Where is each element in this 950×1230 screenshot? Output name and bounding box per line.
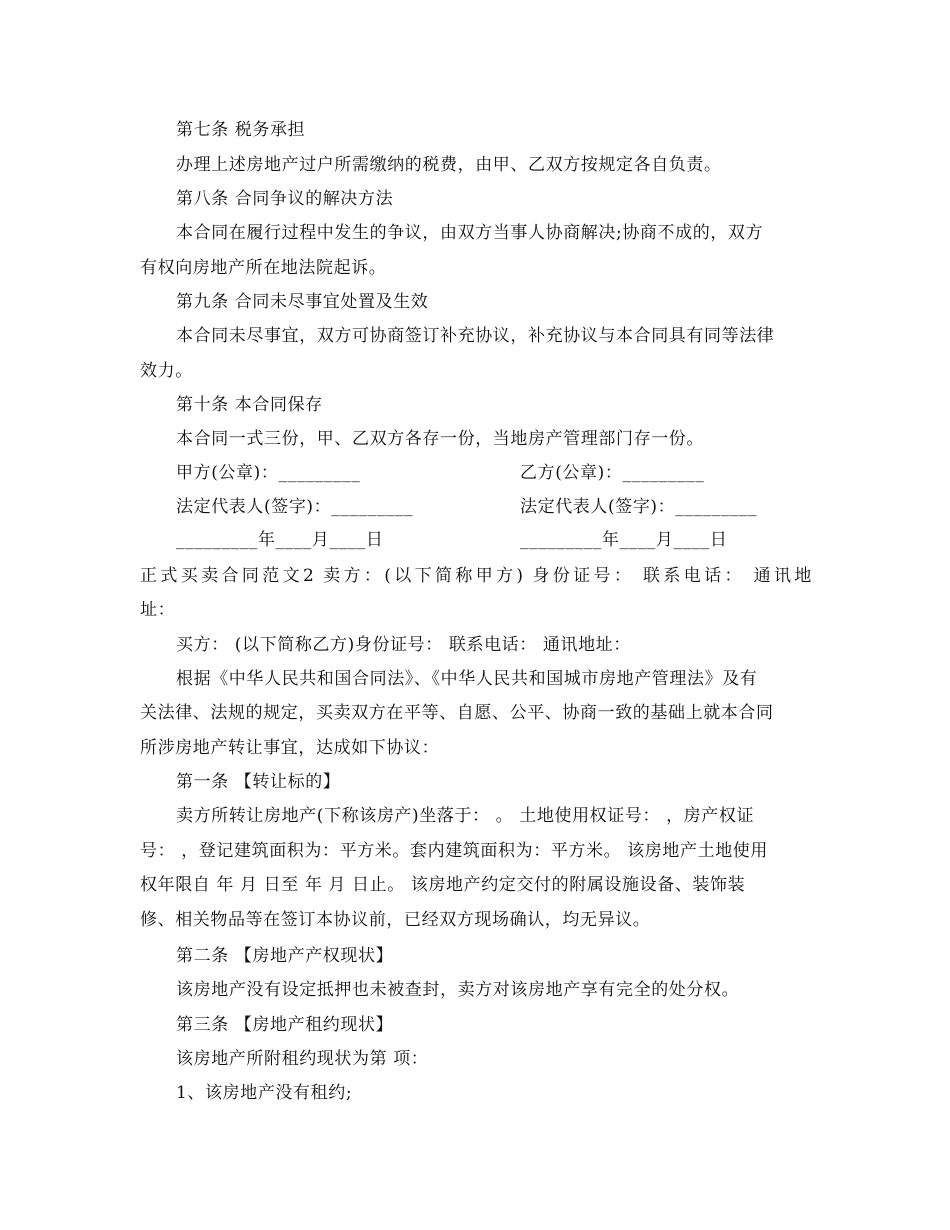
article-9-body-line-2: 效力。 [140, 361, 193, 381]
party-a-representative: 法定代表人(签字)：_________ [176, 497, 414, 517]
clause-2-body: 该房地产没有设定抵押也未被查封，卖方对该房地产享有完全的处分权。 [176, 980, 740, 1000]
article-8-heading: 第八条 合同争议的解决方法 [176, 189, 394, 209]
sample-2-seller-line-1: 正式买卖合同范文2 卖方：(以下简称甲方) 身份证号： 联系电话： 通讯地 [140, 566, 812, 586]
preamble-line-1: 根据《中华人民共和国合同法》、《中华人民共和国城市房地产管理法》及有 [176, 669, 758, 689]
clause-3-item-1: 1、该房地产没有租约; [176, 1083, 353, 1103]
party-b-date: _________年____月____日 [520, 530, 728, 550]
clause-3-heading: 第三条 【房地产租约现状】 [176, 1015, 394, 1035]
preamble-line-3: 所涉房地产转让事宜，达成如下协议： [140, 738, 440, 758]
party-b-representative: 法定代表人(签字)：_________ [520, 497, 758, 517]
preamble-line-2: 关法律、法规的规定，买卖双方在平等、自愿、公平、协商一致的基础上就本合同 [140, 703, 774, 723]
party-a-date: _________年____月____日 [176, 530, 384, 550]
clause-3-body: 该房地产所附租约现状为第 项： [176, 1049, 429, 1069]
clause-1-heading: 第一条 【转让标的】 [176, 772, 341, 792]
clause-1-body-line-4: 修、相关物品等在签订本协议前，已经双方现场确认，均无异议。 [140, 910, 651, 930]
article-7-body: 办理上述房地产过户所需缴纳的税费，由甲、乙双方按规定各自负责。 [176, 155, 722, 175]
clause-1-body-line-3: 权年限自 年 月 日至 年 月 日止。 该房地产约定交付的附属设施设备、装饰装 [140, 875, 746, 895]
article-9-body-line-1: 本合同未尽事宜，双方可协商签订补充协议，补充协议与本合同具有同等法律 [176, 326, 775, 346]
article-10-heading: 第十条 本合同保存 [176, 395, 323, 415]
party-b-seal: 乙方(公章)：_________ [520, 463, 705, 483]
clause-1-body-line-1: 卖方所转让房地产(下称该房产)坐落于： 。 土地使用权证号： ，房产权证 [176, 806, 755, 826]
article-9-heading: 第九条 合同未尽事宜处置及生效 [176, 292, 429, 312]
buyer-info: 买方： (以下简称乙方)身份证号： 联系电话： 通讯地址： [176, 635, 631, 655]
clause-1-body-line-2: 号： ，登记建筑面积为：平方米。套内建筑面积为：平方米。 该房地产土地使用 [140, 841, 769, 861]
sample-2-seller-line-2: 址： [140, 600, 176, 620]
article-8-body-line-2: 有权向房地产所在地法院起诉。 [140, 258, 387, 278]
article-8-body-line-1: 本合同在履行过程中发生的争议，由双方当事人协商解决;协商不成的，双方 [176, 223, 764, 243]
clause-2-heading: 第二条 【房地产产权现状】 [176, 946, 394, 966]
party-a-seal: 甲方(公章)：_________ [176, 463, 361, 483]
article-10-body: 本合同一式三份，甲、乙双方各存一份，当地房产管理部门存一份。 [176, 429, 704, 449]
article-7-heading: 第七条 税务承担 [176, 120, 306, 140]
